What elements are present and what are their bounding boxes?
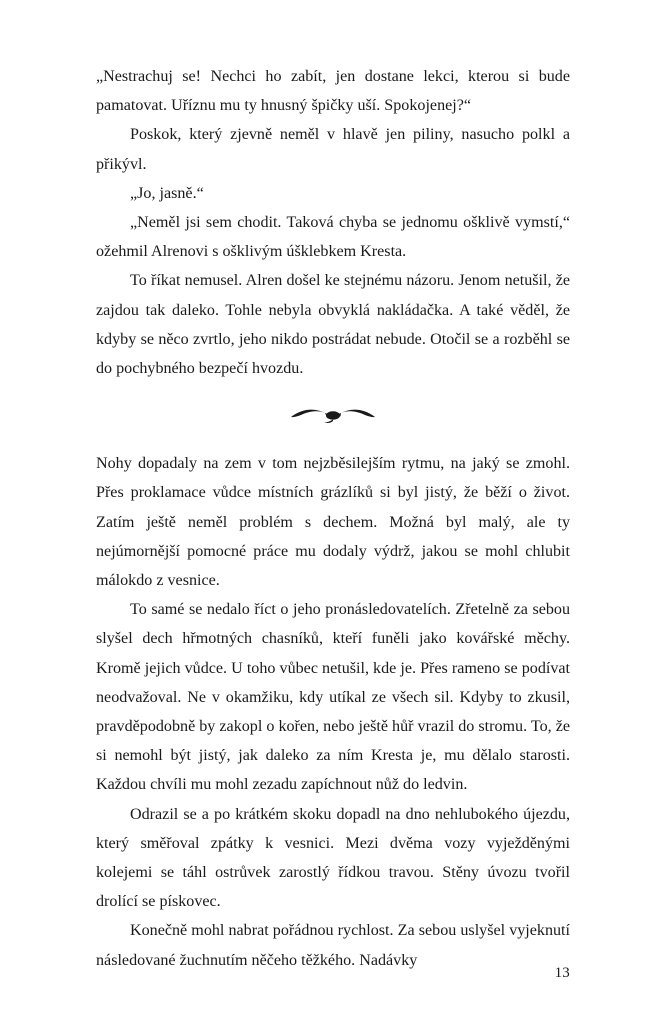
paragraph: To říkat nemusel. Alren došel ke stejnému názoru. Jenom netušil, že zajdou tak daleko. Tohle nebyla obvyklá nakládačka. A také věděl, že kdyby se něco zvrtlo, jeho nikdo postrádat nebude. Otočil se a rozběhl se do pochybného bezpečí hvozdu. [96,272,570,378]
paragraph: Poskok, který zjevně neměl v hlavě jen piliny, nasucho polkl a přikývl. [96,126,570,173]
paragraph: „Neměl jsi sem chodit. Taková chyba se jednomu ošklivě vymstí,“ ožehmil Alrenovi s ošklivým úšklebkem Kresta. [96,214,570,261]
leaf-flourish-icon [287,404,379,426]
paragraph: Nohy dopadaly na zem v tom nejzběsilejším rytmu, na jaký se zmohl. Přes proklamace vůdce místních grázlíků si byl jistý, že běží o život. Zatím ještě neměl problém s dechem. Možná byl malý, ale ty nejúmornější pomocné práce mu dodaly výdrž, jakou se mohl chlubit málokdo z vesnice. [96,455,570,590]
paragraph: „Jo, jasně.“ [130,184,204,202]
paragraph: Odrazil se a po krátkém skoku dopadl na dno nehlubokého újezdu, který směřoval zpátky k vesnici. Mezi dvěma vozy vyježděnými kolejemi se táhl ostrůvek zarostlý řídkou travou. Stěny úvozu tvořil drolící se pískovec. [96,805,570,911]
paragraph: To samé se nedalo říct o jeho pronásledovatelích. Zřetelně za sebou slyšel dech hřmotných chasníků, kteří funěli jako kovářské měchy. Kromě jejich vůdce. U toho vůbec netušil, kde je. Přes rameno se podívat neodvažoval. Ne v okamžiku, kdy utíkal ze všech sil. Kdyby to zkusil, pravděpodobně by zakopl o kořen, nebo ještě hůř vrazil do stromu. To, že si nemohl být jistý, jak daleko za ním Kresta je, mu dělalo starosti. Každou chvíli mu mohl zezadu zapíchnout nůž do ledvin. [96,601,570,794]
paragraph: Konečně mohl nabrat pořádnou rychlost. Za sebou uslyšel vyjeknutí následované žuchnutím něčeho těžkého. Nadávky [96,922,570,969]
text-block-section-one [96,62,570,383]
paragraph: „Nestrachuj se! Nechci ho zabít, jen dostane lekci, kterou si bude pamatovat. Uříznu mu ty hnusný špičky uší. Spokojenej?“ [96,68,570,115]
section-divider [96,395,570,435]
text-block-section-two [96,449,570,975]
page-number: 13 [554,965,570,981]
